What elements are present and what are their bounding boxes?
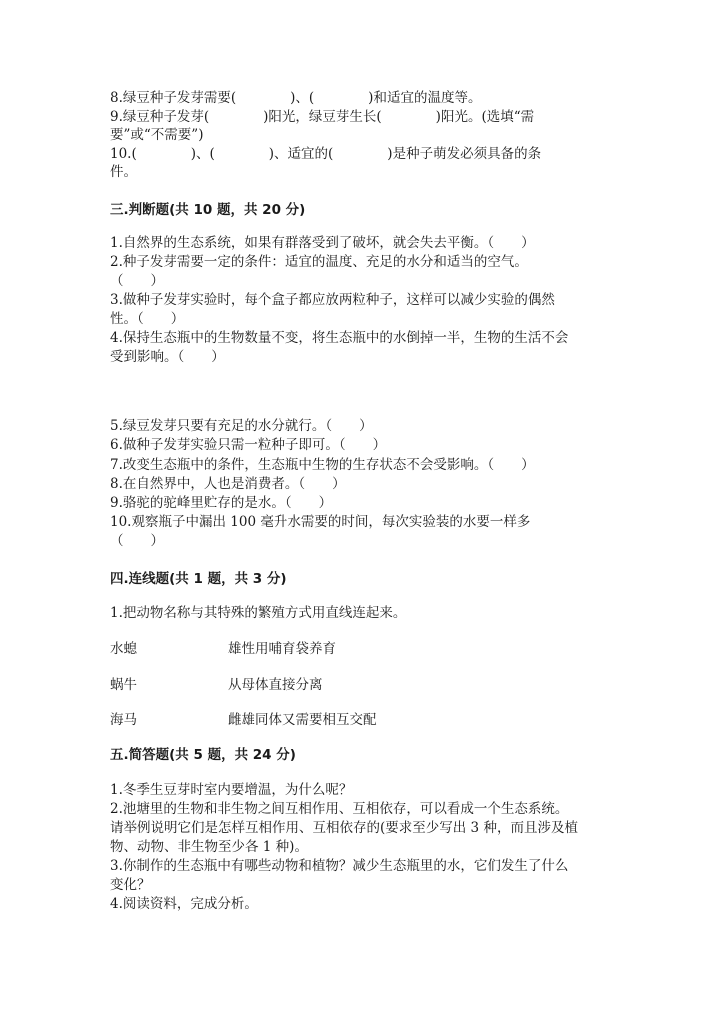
judgment-line: 10.观察瓶子中漏出 100 毫升水需要的时间，每次实验装的水要一样多: [110, 514, 531, 530]
section-heading-short-answer: 五.简答题(共 5 题，共 24 分): [110, 747, 296, 763]
judgment-line: 9.骆驼的驼峰里贮存的是水。（ ）: [110, 495, 333, 511]
matching-left-item: 蜗牛: [110, 677, 137, 693]
fill-in-line: 要”或“不需要”): [110, 127, 204, 143]
fill-in-line: 8.绿豆种子发芽需要( )、( )和适宜的温度等。: [110, 90, 482, 106]
fill-in-line: 件。: [110, 164, 137, 180]
judgment-line: 受到影响。（ ）: [110, 349, 225, 365]
judgment-line: （ ）: [110, 273, 164, 289]
short-answer-line: 3.你制作的生态瓶中有哪些动物和植物？减少生态瓶里的水，它们发生了什么: [110, 858, 569, 874]
fill-in-line: 9.绿豆种子发芽( )阳光，绿豆芽生长( )阳光。(选填“需: [110, 109, 535, 125]
judgment-line: 性。（ ）: [110, 311, 185, 327]
matching-right-item: 雄性用哺育袋养育: [228, 641, 336, 657]
short-answer-line: 2.池塘里的生物和非生物之间互相作用、互相依存，可以看成一个生态系统。: [110, 801, 569, 817]
short-answer-line: 4.阅读资料，完成分析。: [110, 896, 258, 912]
matching-question: 1.把动物名称与其特殊的繁殖方式用直线连起来。: [110, 605, 407, 621]
short-answer-line: 变化？: [110, 877, 151, 893]
judgment-line: 5.绿豆发芽只要有充足的水分就行。（ ）: [110, 418, 373, 434]
judgment-line: 1.自然界的生态系统，如果有群落受到了破坏，就会失去平衡。（ ）: [110, 235, 535, 251]
matching-left-item: 水螅: [110, 641, 137, 657]
fill-in-line: 10.( )、( )、适宜的( )是种子萌发必须具备的条: [110, 146, 542, 162]
section-heading-judgment: 三.判断题(共 10 题，共 20 分): [110, 202, 306, 218]
judgment-line: 4.保持生态瓶中的生物数量不变，将生态瓶中的水倒掉一半，生物的生活不会: [110, 330, 569, 346]
short-answer-line: 1.冬季生豆芽时室内要增温，为什么呢？: [110, 782, 353, 798]
judgment-line: 8.在自然界中，人也是消费者。（ ）: [110, 476, 346, 492]
matching-right-item: 从母体直接分离: [228, 677, 323, 693]
judgment-line: 2.种子发芽需要一定的条件：适宜的温度、充足的水分和适当的空气。: [110, 254, 528, 270]
matching-right-item: 雌雄同体又需要相互交配: [228, 712, 377, 728]
short-answer-line: 物、动物、非生物至少各 1 种)。: [110, 839, 308, 855]
judgment-line: 6.做种子发芽实验只需一粒种子即可。（ ）: [110, 437, 387, 453]
matching-left-item: 海马: [110, 712, 137, 728]
judgment-line: 7.改变生态瓶中的条件，生态瓶中生物的生存状态不会受影响。（ ）: [110, 457, 535, 473]
short-answer-line: 请举例说明它们是怎样互相作用、互相依存的(要求至少写出 3 种，而且涉及植: [110, 820, 578, 836]
judgment-line: 3.做种子发芽实验时，每个盒子都应放两粒种子，这样可以减少实验的偶然: [110, 292, 555, 308]
judgment-line: （ ）: [110, 533, 164, 549]
section-heading-matching: 四.连线题(共 1 题，共 3 分): [110, 571, 287, 587]
